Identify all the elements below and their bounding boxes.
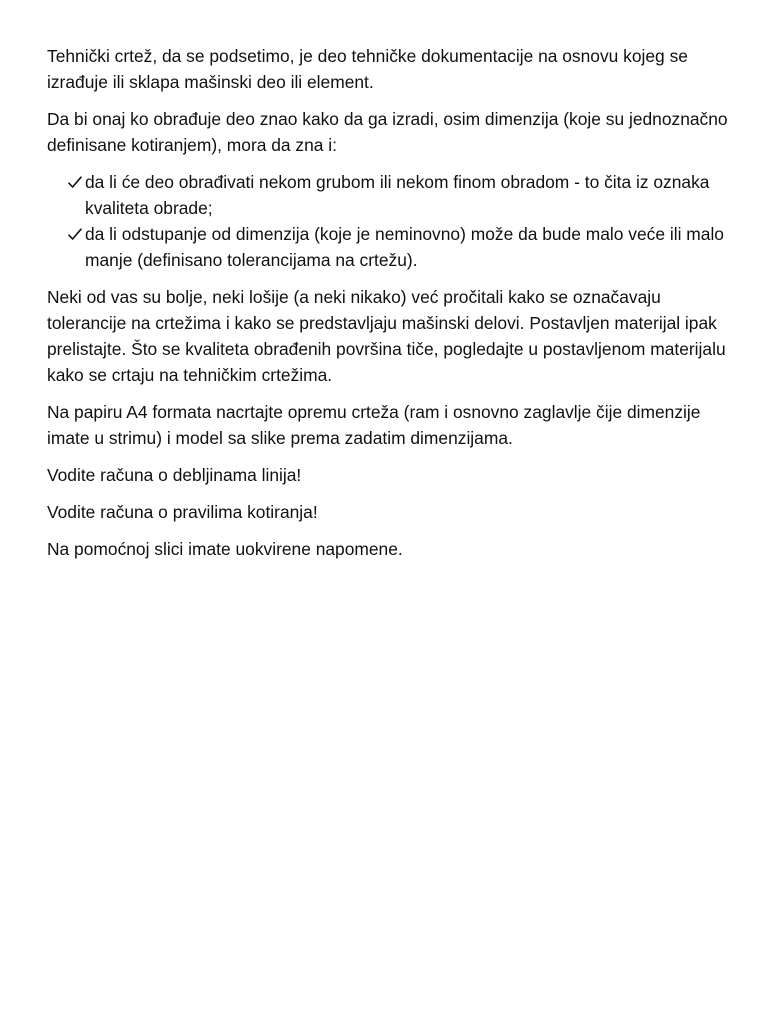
checklist-item — [47, 221, 737, 273]
paragraph-intro: Tehnički crtež, da se podsetimo, je deo tehničke dokumentacije na osnovu kojeg se izrađuje ili sklapa mašinski deo ili element. — [47, 46, 688, 92]
paragraph-requirements: Da bi onaj ko obrađuje deo znao kako da ga izradi, osim dimenzija (koje su jednoznačno definisane kotiranjem), mora da zna i: — [47, 109, 728, 155]
paragraph-annotations-note: Na pomoćnoj slici imate uokvirene napomene. — [47, 539, 403, 559]
paragraph-tolerances: Neki od vas su bolje, neki lošije (a neki nikako) već pročitali kako se označavaju tolerancije na crtežima i kako se predstavljaju mašinski delovi. Postavljen materijal ipak prelistajte. Što se kvaliteta obrađenih površina tiče, pogledajte u postavljenom materijalu kako se crtaju na tehničkim crtežima. — [47, 287, 726, 385]
checkmark-icon — [68, 169, 84, 195]
paragraph-line-thickness-note: Vodite računa o debljinama linija! — [47, 465, 302, 485]
checklist-item — [47, 169, 737, 221]
paragraph-dimensioning-note: Vodite računa o pravilima kotiranja! — [47, 502, 318, 522]
checklist-item-text: da li odstupanje od dimenzija (koje je neminovno) može da bude malo veće ili malo manje (definisano tolerancijama na crtežu). — [85, 224, 724, 270]
checkmark-icon — [68, 221, 84, 247]
document-page — [47, 43, 737, 573]
paragraph-assignment: Na papiru A4 formata nacrtajte opremu crteža (ram i osnovno zaglavlje čije dimenzije imate u strimu) i model sa slike prema zadatim dimenzijama. — [47, 402, 701, 448]
requirements-checklist — [47, 169, 737, 273]
checklist-item-text: da li će deo obrađivati nekom grubom ili nekom finom obradom - to čita iz oznaka kvaliteta obrade; — [85, 172, 710, 218]
